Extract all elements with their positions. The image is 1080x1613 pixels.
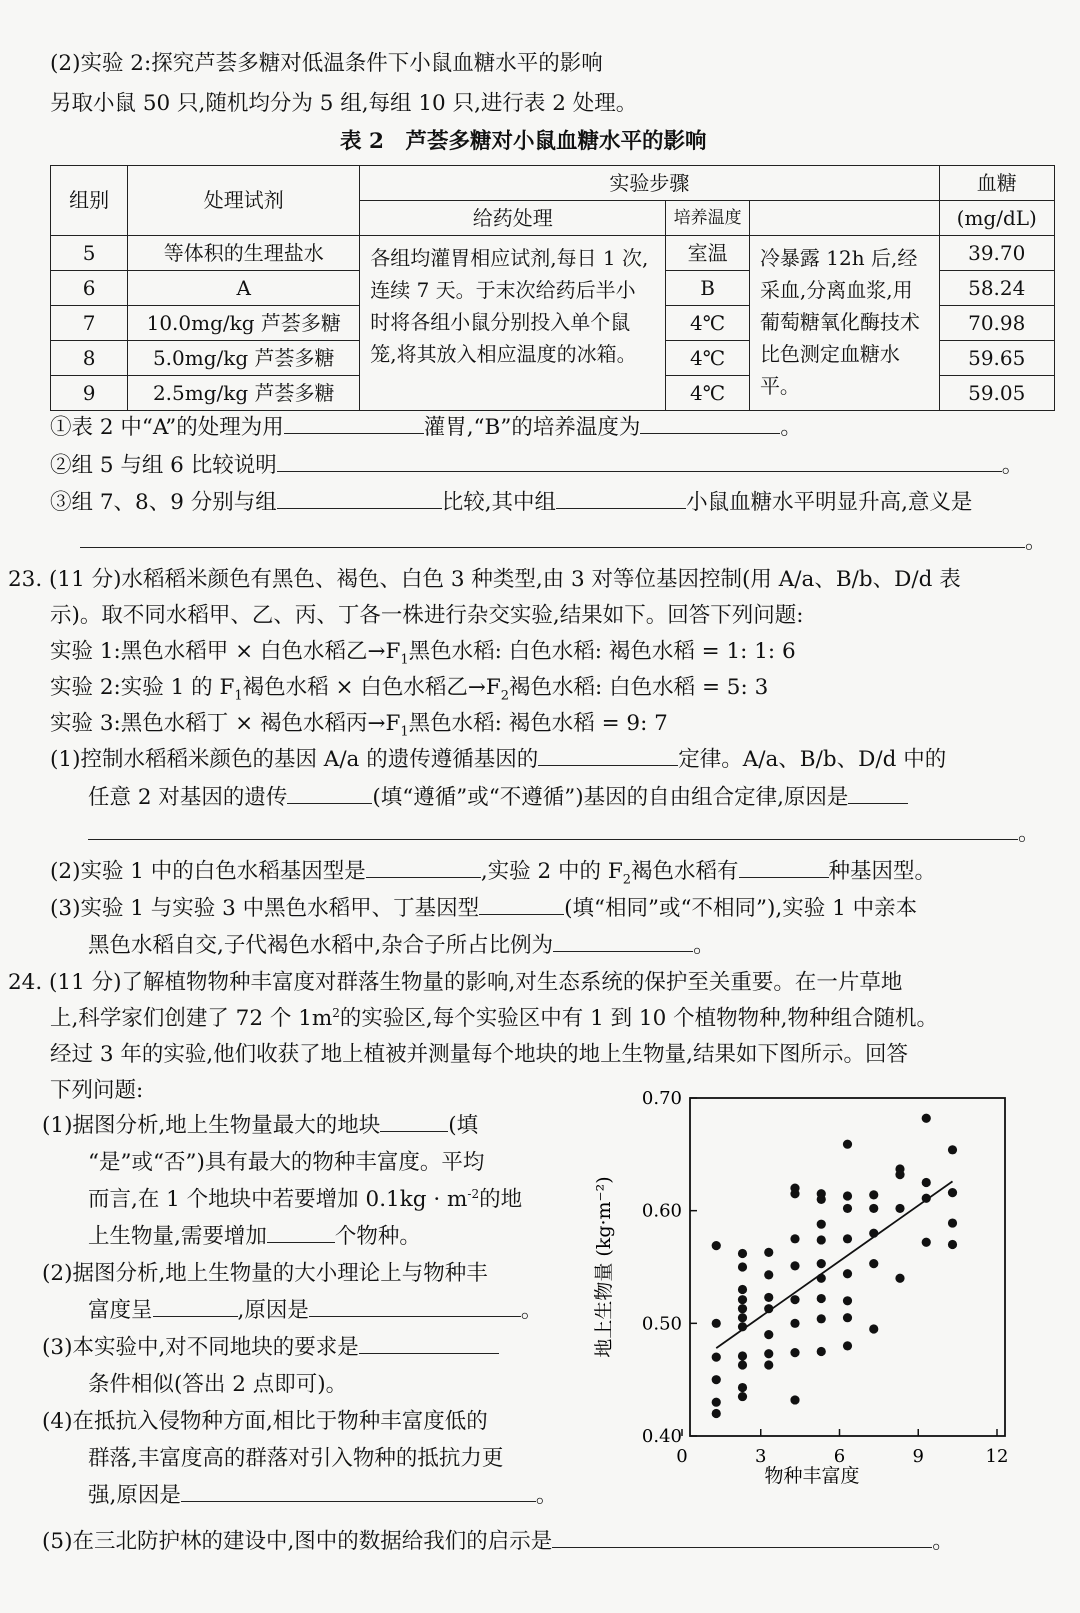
text: (填“相同”或“不相同”),实验 1 中亲本	[564, 896, 918, 921]
q23-part1	[50, 744, 946, 776]
exp3-text-b: 黑色水稻: 褐色水稻 = 9: 7	[408, 711, 668, 736]
q23-line1: 23. (11 分)水稻稻米颜色有黑色、褐色、白色 3 种类型,由 3 对等位基因控制(用 A/a、B/b、D/d 表	[8, 567, 961, 592]
q24-part2: (2)据图分析,地上生物量的大小理论上与物种丰	[42, 1261, 488, 1286]
q24-part5	[42, 1526, 954, 1558]
data-point	[790, 1395, 799, 1404]
answer-blank[interactable]	[552, 1527, 932, 1548]
cell-group: 7	[51, 306, 128, 341]
data-point	[817, 1294, 826, 1303]
cell-group: 8	[51, 341, 128, 376]
q24-part2-line2	[88, 1295, 542, 1327]
cell-glucose: 58.24	[939, 271, 1055, 306]
period: 。	[693, 933, 715, 958]
text: 黑色水稻自交,子代褐色水稻中,杂合子所占比例为	[88, 933, 554, 958]
exp2-q1	[50, 412, 802, 444]
data-point	[738, 1262, 747, 1271]
text: (填	[448, 1113, 479, 1138]
period: 。	[780, 415, 802, 440]
header-dosing: 给药处理	[360, 201, 666, 236]
table-row	[51, 236, 1055, 271]
data-point	[869, 1324, 878, 1333]
text: (3)实验 1 与实验 3 中黑色水稻甲、丁基因型	[50, 896, 480, 921]
data-point	[790, 1295, 799, 1304]
answer-blank[interactable]	[359, 1333, 499, 1354]
exp2-q2	[50, 450, 1023, 482]
data-points	[712, 1114, 957, 1418]
exp1-text-a: 实验 1:黑色水稻甲 × 白色水稻乙→F	[50, 639, 401, 664]
data-point	[790, 1261, 799, 1270]
cell-temp: 室温	[666, 236, 750, 271]
data-point	[817, 1220, 826, 1229]
data-point	[790, 1319, 799, 1328]
subscript: 1	[234, 688, 243, 704]
q24-part1-line4	[88, 1221, 421, 1253]
data-point	[738, 1313, 747, 1322]
text: 上生物量,需要增加	[88, 1224, 267, 1249]
exp2-text-c: 褐色水稻: 白色水稻 = 5: 3	[509, 675, 769, 700]
text: ,实验 2 中的 F	[480, 859, 623, 884]
answer-blank[interactable]	[553, 931, 693, 952]
y-tick-label: 0.60	[641, 1200, 682, 1222]
table-caption: 表 2 芦荟多糖对小鼠血糖水平的影响	[340, 129, 707, 154]
q2-text: ②组 5 与组 6 比较说明	[50, 453, 277, 478]
header-glucose: 血糖	[939, 166, 1055, 201]
cell-reagent: A	[128, 271, 360, 306]
x-axis-label: 物种丰富度	[764, 1465, 860, 1487]
text: 褐色水稻有	[631, 859, 739, 884]
data-point	[843, 1313, 852, 1322]
data-point	[764, 1330, 773, 1339]
cell-temp: 4℃	[666, 341, 750, 376]
answer-blank[interactable]	[366, 857, 481, 878]
data-point	[922, 1114, 931, 1123]
data-point	[843, 1341, 852, 1350]
q3-text-a: ③组 7、8、9 分别与组	[50, 490, 277, 515]
period: 。	[1001, 453, 1024, 478]
answer-blank[interactable]	[284, 413, 424, 434]
data-point	[712, 1398, 721, 1407]
biomass-scatter-chart	[580, 1080, 1040, 1500]
data-point	[922, 1238, 931, 1247]
q1-text-a: ①表 2 中“A”的处理为用	[50, 415, 284, 440]
answer-blank[interactable]	[287, 783, 372, 804]
data-point	[817, 1314, 826, 1323]
data-point	[843, 1204, 852, 1213]
x-tick-label: 6	[833, 1446, 846, 1467]
subscript: 2	[500, 688, 510, 704]
x-axis	[676, 1429, 1008, 1467]
q23-exp1	[50, 636, 796, 670]
cell-reagent: 2.5mg/kg 芦荟多糖	[128, 376, 360, 411]
text: (填“遵循”或“不遵循”)基因的自由组合定律,原因是	[372, 785, 849, 810]
cell-glucose: 39.70	[939, 236, 1055, 271]
x-tick-label: 12	[985, 1446, 1009, 1467]
data-point	[843, 1269, 852, 1278]
header-reagent: 处理试剂	[128, 166, 360, 236]
cell-group: 6	[51, 271, 128, 306]
answer-blank[interactable]	[277, 488, 442, 509]
answer-blank[interactable]	[80, 527, 1025, 548]
exp3-text-a: 实验 3:黑色水稻丁 × 褐色水稻丙→F	[50, 711, 401, 736]
y-axis-label: 地上生物量 (kg·m⁻²)	[593, 1176, 615, 1358]
data-point	[764, 1360, 773, 1369]
data-point	[790, 1348, 799, 1357]
trend-line	[716, 1181, 952, 1348]
text: 富度呈	[88, 1298, 153, 1323]
y-tick-label: 0.40	[641, 1426, 682, 1447]
table-header-row	[51, 166, 1055, 201]
header-temp: 培养温度	[666, 201, 750, 236]
text: 种基因型。	[828, 859, 937, 884]
text: (5)在三北防护林的建设中,图中的数据给我们的启示是	[42, 1529, 553, 1554]
data-point	[843, 1234, 852, 1243]
data-point	[764, 1270, 773, 1279]
data-point	[712, 1353, 721, 1362]
answer-blank[interactable]	[538, 745, 678, 766]
cell-temp: 4℃	[666, 306, 750, 341]
q24-line2	[50, 1003, 938, 1035]
data-point	[738, 1392, 747, 1401]
answer-blank[interactable]	[739, 857, 829, 878]
q3-text-c: 小鼠血糖水平明显升高,意义是	[686, 490, 973, 515]
cell-measure-text: 冷暴露 12h 后,经采血,分离血浆,用葡萄糖氧化酶技术比色测定血糖水平。	[749, 236, 939, 411]
q3-text-b: 比较,其中组	[441, 490, 557, 515]
data-point	[843, 1140, 852, 1149]
q24-part3-line2: 条件相似(答出 2 点即可)。	[88, 1372, 348, 1397]
data-point	[738, 1383, 747, 1392]
data-point	[712, 1241, 721, 1250]
answer-blank[interactable]	[556, 488, 686, 509]
data-point	[922, 1178, 931, 1187]
q24-part4-line3	[88, 1480, 557, 1512]
text: 强,原因是	[88, 1483, 181, 1508]
data-point	[895, 1274, 904, 1283]
q24-line3: 经过 3 年的实验,他们收获了地上植被并测量每个地块的地上生物量,结果如下图所示。回答	[50, 1042, 909, 1067]
cell-glucose: 59.65	[939, 341, 1055, 376]
data-point	[817, 1235, 826, 1244]
data-point	[948, 1188, 957, 1197]
data-point	[764, 1248, 773, 1257]
cell-temp: 4℃	[666, 376, 750, 411]
data-point	[738, 1295, 747, 1304]
text: (3)本实验中,对不同地块的要求是	[42, 1335, 359, 1360]
text: 的地	[479, 1187, 523, 1212]
text: (1)据图分析,地上生物量最大的地块	[42, 1113, 381, 1138]
text: 而言,在 1 个地块中若要增加 0.1kg · m	[88, 1187, 468, 1212]
answer-blank[interactable]	[181, 1481, 536, 1502]
data-point	[869, 1190, 878, 1199]
data-point	[869, 1204, 878, 1213]
exp2-text-b: 褐色水稻 × 白色水稻乙→F	[242, 675, 501, 700]
period: 。	[535, 1483, 558, 1508]
q23-exp3	[50, 708, 668, 742]
y-axis	[642, 1088, 697, 1447]
text: 上,科学家们创建了 72 个 1m	[50, 1006, 333, 1031]
q23-line2: 示)。取不同水稻甲、乙、丙、丁各一株进行杂交实验,结果如下。回答下列问题:	[50, 603, 804, 628]
exp2-q3-continued	[80, 526, 1047, 558]
text: 的实验区,每个实验区中有 1 到 10 个植物物种,物种组合随机。	[339, 1006, 938, 1031]
subscript: 2	[622, 872, 632, 888]
x-tick-label: 9	[912, 1446, 924, 1467]
data-point	[738, 1304, 747, 1313]
q23-part1-line2	[88, 782, 908, 814]
text: 任意 2 对基因的遗传	[88, 785, 288, 810]
text: ,原因是	[237, 1298, 309, 1323]
q24-line4: 下列问题:	[50, 1078, 144, 1103]
q24-part1-line3	[88, 1184, 522, 1216]
q24-part1-line2: “是”或“否”)具有最大的物种丰富度。平均	[88, 1150, 485, 1175]
subscript: 1	[400, 724, 409, 740]
data-point	[817, 1347, 826, 1356]
cell-reagent: 等体积的生理盐水	[128, 236, 360, 271]
answer-blank[interactable]	[153, 1296, 238, 1317]
answer-blank[interactable]	[309, 1296, 521, 1317]
exp2-text-a: 实验 2:实验 1 的 F	[50, 675, 235, 700]
cell-glucose: 59.05	[939, 376, 1055, 411]
header-glucose-unit: (mg/dL)	[939, 201, 1055, 236]
period: 。	[520, 1298, 543, 1323]
q24-part1	[42, 1110, 478, 1142]
exp2-q3	[50, 487, 972, 519]
superscript: 2	[332, 1005, 340, 1020]
data-point	[817, 1195, 826, 1204]
answer-blank[interactable]	[277, 451, 1002, 472]
q24-part4: (4)在抵抗入侵物种方面,相比于物种丰富度低的	[42, 1409, 488, 1434]
text: (2)实验 1 中的白色水稻基因型是	[50, 859, 366, 884]
answer-blank[interactable]	[380, 1111, 448, 1132]
cell-glucose: 70.98	[939, 306, 1055, 341]
answer-blank[interactable]	[88, 819, 1018, 840]
answer-blank[interactable]	[479, 894, 564, 915]
q24-part4-line2: 群落,丰富度高的群落对引入物种的抵抗力更	[88, 1446, 504, 1471]
data-point	[843, 1296, 852, 1305]
data-point	[764, 1293, 773, 1302]
cell-temp: B	[666, 271, 750, 306]
data-point	[712, 1319, 721, 1328]
header-group: 组别	[51, 166, 128, 236]
cell-reagent: 10.0mg/kg 芦荟多糖	[128, 306, 360, 341]
data-point	[817, 1259, 826, 1268]
y-tick-label: 0.70	[641, 1088, 682, 1109]
exp2-title: (2)实验 2:探究芦荟多糖对低温条件下小鼠血糖水平的影响	[50, 51, 603, 76]
answer-blank[interactable]	[267, 1222, 335, 1243]
y-tick-label: 0.50	[641, 1313, 682, 1335]
period: 。	[1025, 529, 1047, 554]
q24-line1: 24. (11 分)了解植物物种丰富度对群落生物量的影响,对生态系统的保护至关重要。在一片草地	[8, 970, 903, 995]
data-point	[948, 1240, 957, 1249]
exp1-text-b: 黑色水稻: 白色水稻: 褐色水稻 = 1: 1: 6	[408, 639, 796, 664]
table-2	[50, 165, 1055, 411]
data-point	[869, 1259, 878, 1268]
data-point	[948, 1218, 957, 1227]
q23-part2	[50, 856, 936, 890]
header-steps: 实验步骤	[360, 166, 939, 201]
cell-dosing-text: 各组均灌胃相应试剂,每日 1 次,连续 7 天。于末次给药后半小时将各组小鼠分别投入单个鼠笼,将其放入相应温度的冰箱。	[360, 236, 666, 411]
data-point	[790, 1234, 799, 1243]
cell-reagent: 5.0mg/kg 芦荟多糖	[128, 341, 360, 376]
period: 。	[932, 1529, 954, 1554]
x-tick-label: 3	[755, 1446, 767, 1467]
period: 。	[1018, 821, 1040, 846]
q23-part3-line2	[88, 930, 715, 962]
data-point	[790, 1189, 799, 1198]
text: 定律。A/a、B/b、D/d 中的	[678, 747, 947, 772]
superscript: -2	[467, 1186, 480, 1201]
data-point	[738, 1360, 747, 1369]
exp2-intro: 另取小鼠 50 只,随机均分为 5 组,每组 10 只,进行表 2 处理。	[50, 91, 638, 116]
data-point	[738, 1351, 747, 1360]
x-tick-label: 0	[676, 1446, 688, 1467]
subscript: 1	[400, 652, 409, 668]
data-point	[738, 1249, 747, 1258]
data-point	[712, 1409, 721, 1418]
data-point	[764, 1349, 773, 1358]
q23-part1-line3	[88, 818, 1040, 850]
data-point	[895, 1204, 904, 1213]
cell-group: 9	[51, 376, 128, 411]
q23-exp2	[50, 672, 768, 706]
data-point	[895, 1170, 904, 1179]
answer-blank[interactable]	[640, 413, 780, 434]
data-point	[843, 1191, 852, 1200]
data-point	[738, 1285, 747, 1294]
cell-group: 5	[51, 236, 128, 271]
data-point	[712, 1375, 721, 1384]
header-blank	[749, 201, 939, 236]
q1-text-b: 灌胃,“B”的培养温度为	[423, 415, 641, 440]
text: (1)控制水稻稻米颜色的基因 A/a 的遗传遵循基因的	[50, 747, 539, 772]
q24-part3	[42, 1332, 499, 1364]
text: 个物种。	[334, 1224, 421, 1249]
q23-part3	[50, 893, 917, 925]
data-point	[948, 1145, 957, 1154]
answer-blank[interactable]	[848, 783, 908, 804]
